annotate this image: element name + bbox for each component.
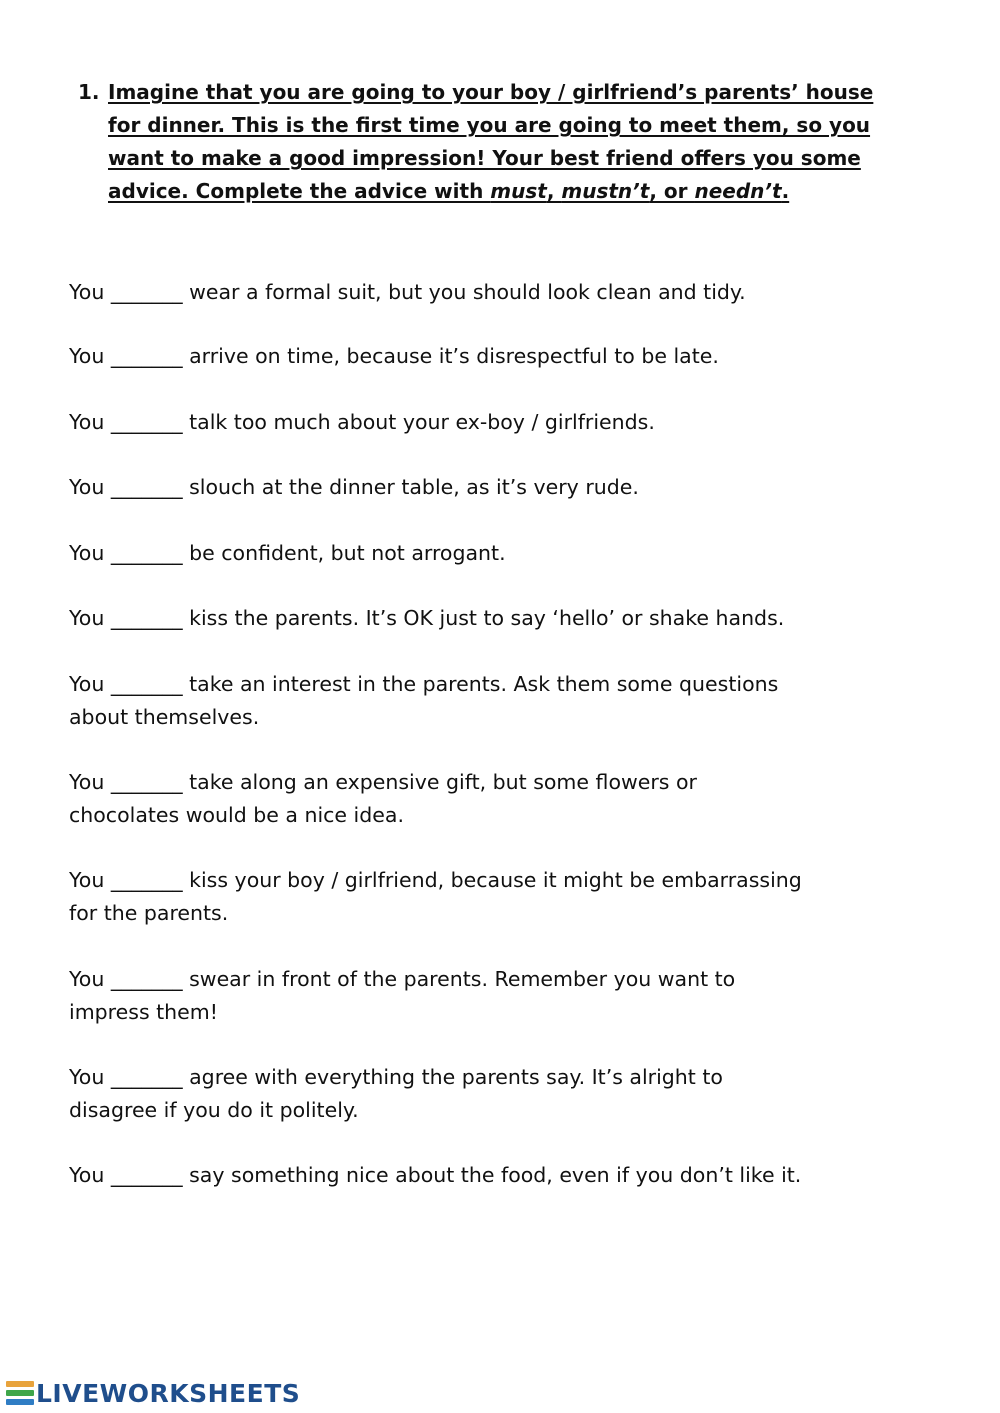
exercise-sentence-3: You _______ talk too much about your ex-boy / girlfriends. xyxy=(69,410,655,434)
exercise-sentence-11: You _______ agree with everything the parents say. It’s alright to disagree if you do it politely. xyxy=(69,1065,723,1122)
liveworksheets-logo-text: LIVEWORKSHEETS xyxy=(36,1378,301,1408)
instruction-separator-1: , xyxy=(546,179,562,203)
modal-neednt: needn’t xyxy=(694,179,782,203)
exercise-sentence-10: You _______ swear in front of the parents. Remember you want to impress them! xyxy=(69,967,736,1024)
modal-mustnt: mustn’t xyxy=(561,179,650,203)
instruction-end: . xyxy=(781,179,790,203)
exercise-sentence-2: You _______ arrive on time, because it’s disrespectful to be late. xyxy=(69,344,719,368)
instruction-number: 1. xyxy=(78,80,100,104)
exercise-sentence-9: You _______ kiss your boy / girlfriend, because it might be embarrassing for the parents. xyxy=(69,868,802,925)
exercise-sentence-7: You _______ take an interest in the parents. Ask them some questions about themselves. xyxy=(69,672,779,729)
liveworksheets-logo xyxy=(6,1380,300,1406)
exercise-sentence-12: You _______ say something nice about the food, even if you don’t like it. xyxy=(69,1163,802,1187)
instruction-text xyxy=(108,76,878,208)
modal-must: must xyxy=(490,179,547,203)
liveworksheets-logo-icon xyxy=(6,1381,34,1405)
exercise-sentence-1: You _______ wear a formal suit, but you should look clean and tidy. xyxy=(69,280,746,304)
logo-bar-middle xyxy=(6,1390,34,1396)
instruction-separator-2: , or xyxy=(649,179,695,203)
instructions xyxy=(78,76,878,208)
exercise-sentence-6: You _______ kiss the parents. It’s OK just to say ‘hello’ or shake hands. xyxy=(69,606,785,630)
logo-bar-top xyxy=(6,1381,34,1387)
instruction-body: Imagine that you are going to your boy / girlfriend’s parents’ house for dinner. This is the first time you are going to meet them, so you want to make a good impression! Your best friend offers you some advice. Complete the advice with xyxy=(108,80,874,203)
exercise-sentence-5: You _______ be confident, but not arrogant. xyxy=(69,541,506,565)
logo-bar-bottom xyxy=(6,1399,34,1405)
exercise-sentence-8: You _______ take along an expensive gift, but some flowers or chocolates would be a nice idea. xyxy=(69,770,697,827)
exercise-sentence-4: You _______ slouch at the dinner table, as it’s very rude. xyxy=(69,475,639,499)
